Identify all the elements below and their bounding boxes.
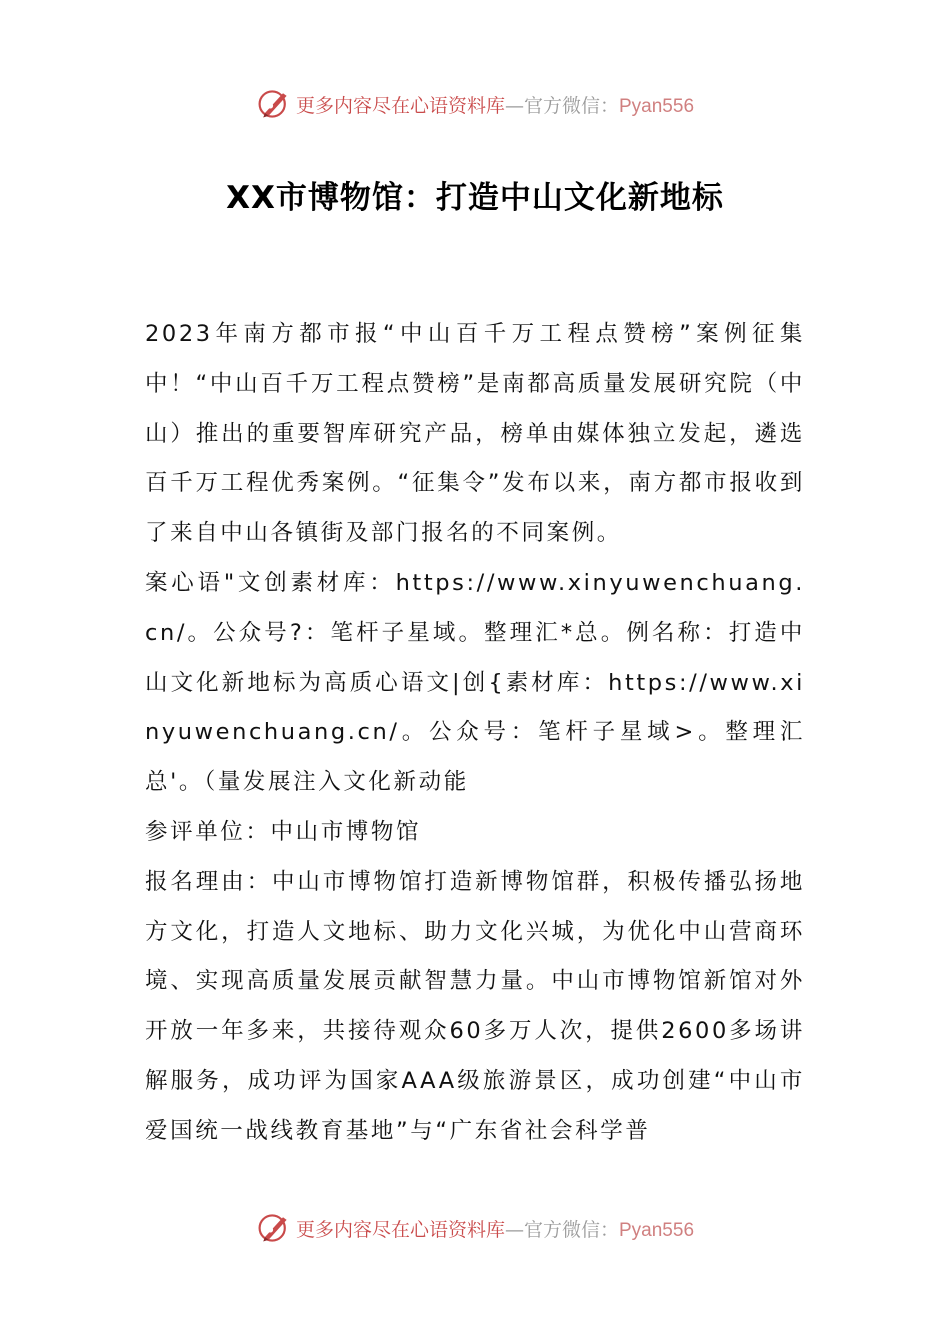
footer-watermark [0, 1206, 950, 1250]
watermark-main-text: 更多内容尽在心语资料库 [295, 1218, 505, 1241]
pen-logo-icon [256, 86, 292, 122]
paragraph-case-name: 案心语"文创素材库：https://www.xinyuwenchuang.cn/。公众号?：笔杆子星域。整理汇*总。例名称：打造中山文化新地标为高质心语文|创{素材库：https://www.xinyuwenchuang.cn/。公众号：笔杆子星域>。整理汇总'。（量发展注入文化新动能 [145, 569, 805, 796]
watermark-separator: — [504, 94, 524, 117]
document-body [145, 310, 805, 1157]
watermark-handle: Pyan556 [619, 1219, 695, 1241]
pen-logo-icon [256, 1210, 292, 1246]
paragraph-reason: 报名理由：中山市博物馆打造新博物馆群，积极传播弘扬地方文化，打造人文地标、助力文化兴城，为优化中山营商环境、实现高质量发展贡献智慧力量。中山市博物馆新馆对外开放一年多来，共接待观众60多万人次，提供2600多场讲解服务，成功评为国家AAA级旅游景区，成功创建“中山市爱国统一战线教育基地”与“广东省社会科学普 [145, 868, 805, 1144]
paragraph-participant: 参评单位：中山市博物馆 [145, 818, 422, 845]
header-watermark [0, 82, 950, 126]
watermark-main-text: 更多内容尽在心语资料库 [295, 94, 505, 117]
watermark-separator: — [504, 1218, 524, 1241]
watermark-contact-label: 官方微信： [523, 94, 619, 117]
watermark-contact-label: 官方微信： [523, 1218, 619, 1241]
document-title: XX市博物馆：打造中山文化新地标 [226, 180, 724, 216]
watermark-handle: Pyan556 [619, 95, 695, 117]
paragraph-intro: 2023年南方都市报“中山百千万工程点赞榜”案例征集中！“中山百千万工程点赞榜”是南都高质量发展研究院（中山）推出的重要智库研究产品，榜单由媒体独立发起，遴选百千万工程优秀案例。“征集令”发布以来，南方都市报收到了来自中山各镇街及部门报名的不同案例。 [145, 321, 805, 547]
